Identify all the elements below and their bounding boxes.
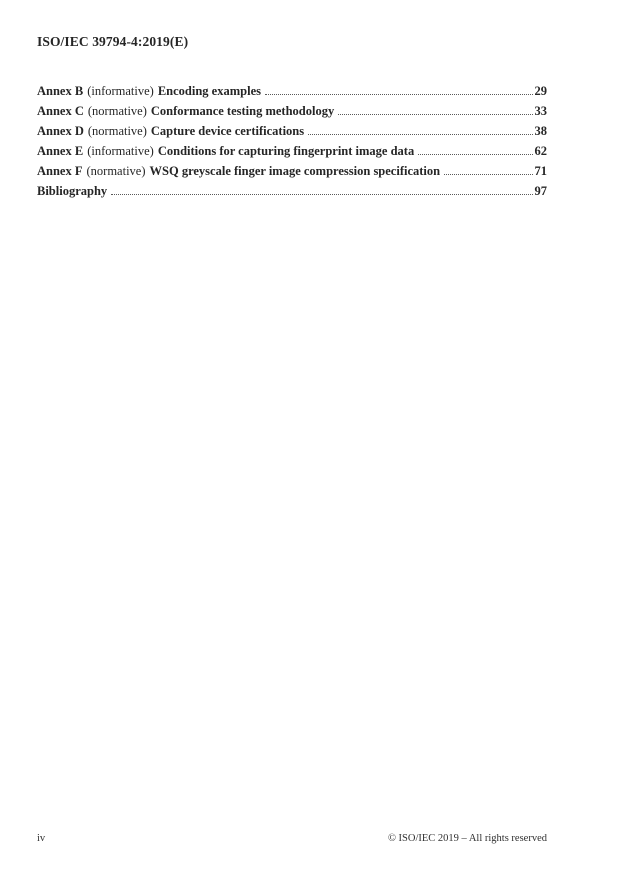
- document-footer: [37, 833, 547, 844]
- dot-leader: [418, 151, 532, 155]
- dot-leader: [111, 191, 532, 195]
- toc-entry-title: Conditions for capturing fingerprint image data: [157, 144, 415, 158]
- dot-leader: [308, 131, 532, 135]
- toc-entry-qualifier: (normative): [87, 104, 147, 118]
- toc-entry-page-number: 71: [534, 164, 547, 178]
- toc-entry-page-number: 38: [534, 124, 547, 138]
- toc-entry-page-number: 29: [534, 84, 547, 98]
- toc-entry-title: Encoding examples: [157, 84, 261, 98]
- toc-entry-title: Conformance testing methodology: [150, 104, 335, 118]
- toc-entry-qualifier: (informative): [87, 84, 154, 98]
- toc-entry-annex-b[interactable]: [37, 84, 547, 104]
- toc-entry-page-number: 33: [534, 104, 547, 118]
- toc-entry-annex-c[interactable]: [37, 104, 547, 124]
- dot-leader: [444, 171, 532, 175]
- toc-entry-prefix: Annex E: [37, 144, 84, 158]
- toc-entry-annex-f[interactable]: [37, 164, 547, 184]
- toc-entry-title: WSQ greyscale finger image compression specification: [149, 164, 441, 178]
- toc-entry-annex-d[interactable]: [37, 124, 547, 144]
- toc-entry-prefix: Annex C: [37, 104, 84, 118]
- toc-entry-annex-e[interactable]: [37, 144, 547, 164]
- toc-entry-prefix: Bibliography: [37, 184, 108, 198]
- toc-entry-page-number: 97: [534, 184, 547, 198]
- table-of-contents: [37, 84, 547, 204]
- toc-entry-qualifier: (normative): [86, 164, 146, 178]
- toc-entry-bibliography[interactable]: [37, 184, 547, 204]
- toc-entry-title: Capture device certifications: [150, 124, 305, 138]
- dot-leader: [265, 91, 533, 95]
- toc-entry-qualifier: (informative): [87, 144, 154, 158]
- toc-entry-prefix: Annex B: [37, 84, 84, 98]
- toc-entry-prefix: Annex D: [37, 124, 84, 138]
- footer-copyright: © ISO/IEC 2019 – All rights reserved: [387, 833, 547, 844]
- footer-page-number: iv: [37, 833, 46, 844]
- toc-entry-prefix: Annex F: [37, 164, 83, 178]
- toc-entry-page-number: 62: [534, 144, 547, 158]
- document-header-title: ISO/IEC 39794-4:2019(E): [37, 34, 189, 49]
- dot-leader: [338, 111, 532, 115]
- toc-entry-qualifier: (normative): [87, 124, 147, 138]
